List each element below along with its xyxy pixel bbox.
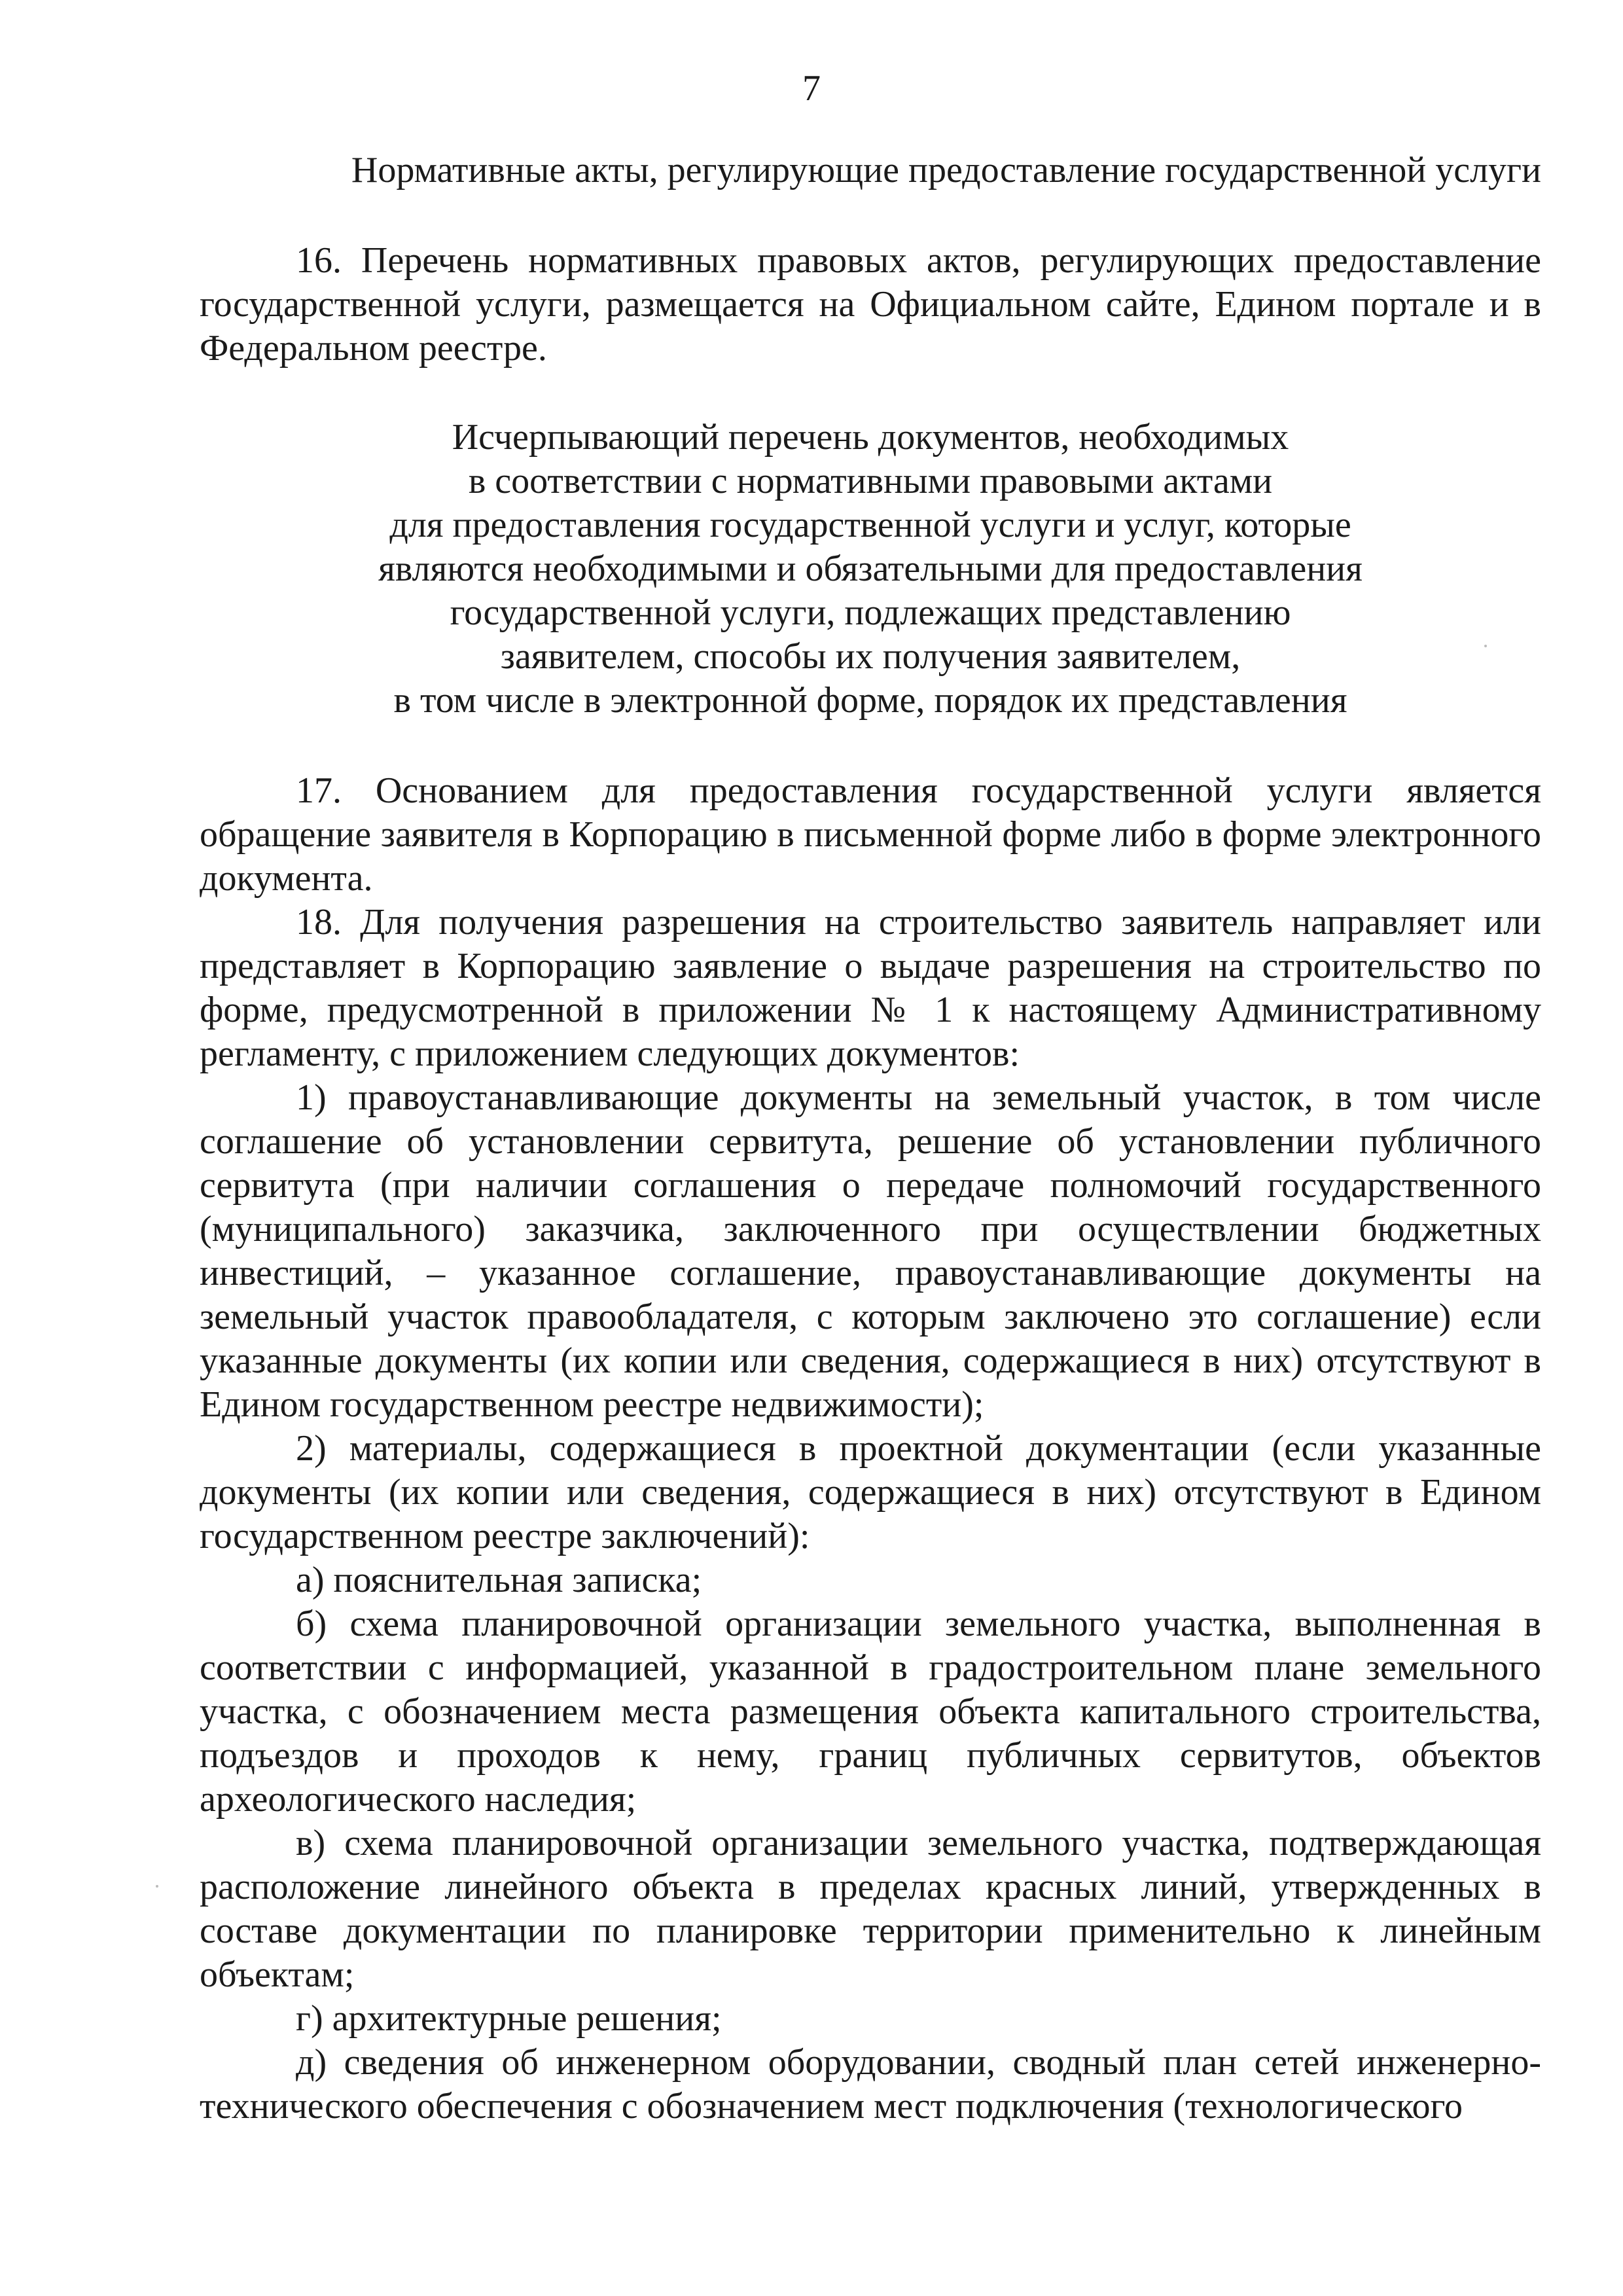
- scan-speck: [156, 1885, 158, 1888]
- list-item-a: а) пояснительная записка;: [296, 1560, 702, 1600]
- list-item-2: 2) материалы, содержащиеся в проектной документации (если указанные документы (их копии или сведения, содержащиеся в них) отсутствуют в Едином государственном реестре заключений):: [200, 1428, 1541, 1556]
- scan-speck: [1484, 645, 1487, 647]
- list-item-b: б) схема планировочной организации земельного участка, выполненная в соответствии с информацией, указанной в градостроительном плане земельного участка, с обозначением места размещения объекта капитального строительства, подъездов и проходов к нему, границ публичных сервитутов, объектов археологического наследия;: [200, 1604, 1541, 1820]
- list-item-v: в) схема планировочной организации земельного участка, подтверждающая расположение линейного объекта в пределах красных линий, утвержденных в составе документации по планировке территории применительно к линейным объектам;: [200, 1823, 1541, 1995]
- centered-heading-line: заявителем, способы их получения заявителем,: [500, 636, 1241, 677]
- paragraph-17: 17. Основанием для предоставления государственной услуги является обращение заявителя в Корпорацию в письменной форме либо в форме электронного документа.: [200, 770, 1541, 899]
- paragraph-18: 18. Для получения разрешения на строительство заявитель направляет или представляет в Корпорацию заявление о выдаче разрешения на строительство по форме, предусмотренной в приложении № 1 к настоящему Административному регламенту, с приложением следующих документов:: [200, 902, 1541, 1074]
- paragraph-16: 16. Перечень нормативных правовых актов, регулирующих предоставление государственной услуги, размещается на Официальном сайте, Едином портале и в Федеральном реестре.: [200, 240, 1541, 368]
- list-item-g: г) архитектурные решения;: [296, 1998, 722, 2039]
- centered-heading-line: в соответствии с нормативными правовыми актами: [468, 461, 1273, 501]
- centered-heading-line: Исчерпывающий перечень документов, необходимых: [452, 417, 1289, 457]
- centered-heading: [200, 416, 1541, 723]
- centered-heading-line: для предоставления государственной услуги и услуг, которые: [389, 505, 1351, 545]
- list-item-d: д) сведения об инженерном оборудовании, сводный план сетей инженерно-технического обеспечения с обозначением мест подключения (технологического: [200, 2042, 1541, 2126]
- section-heading: Нормативные акты, регулирующие предоставление государственной услуги: [351, 150, 1541, 190]
- centered-heading-line: являются необходимыми и обязательными для предоставления: [378, 548, 1363, 589]
- body-text: [200, 769, 1541, 2128]
- page-number: 7: [802, 68, 821, 109]
- centered-heading-line: в том числе в электронной форме, порядок их представления: [393, 680, 1347, 721]
- centered-heading-line: государственной услуги, подлежащих представлению: [450, 592, 1291, 633]
- list-item-1: 1) правоустанавливающие документы на земельный участок, в том числе соглашение об установлении сервитута, решение об установлении публичного сервитута (при наличии соглашения о передаче полномочий государственного (муниципального) заказчика, заключенного при осуществлении бюджетных инвестиций, – указанное соглашение, правоустанавливающие документы на земельный участок правообладателя, с которым заключено это соглашение) если указанные документы (их копии или сведения, содержащиеся в них) отсутствуют в Едином государственном реестре недвижимости);: [200, 1077, 1541, 1425]
